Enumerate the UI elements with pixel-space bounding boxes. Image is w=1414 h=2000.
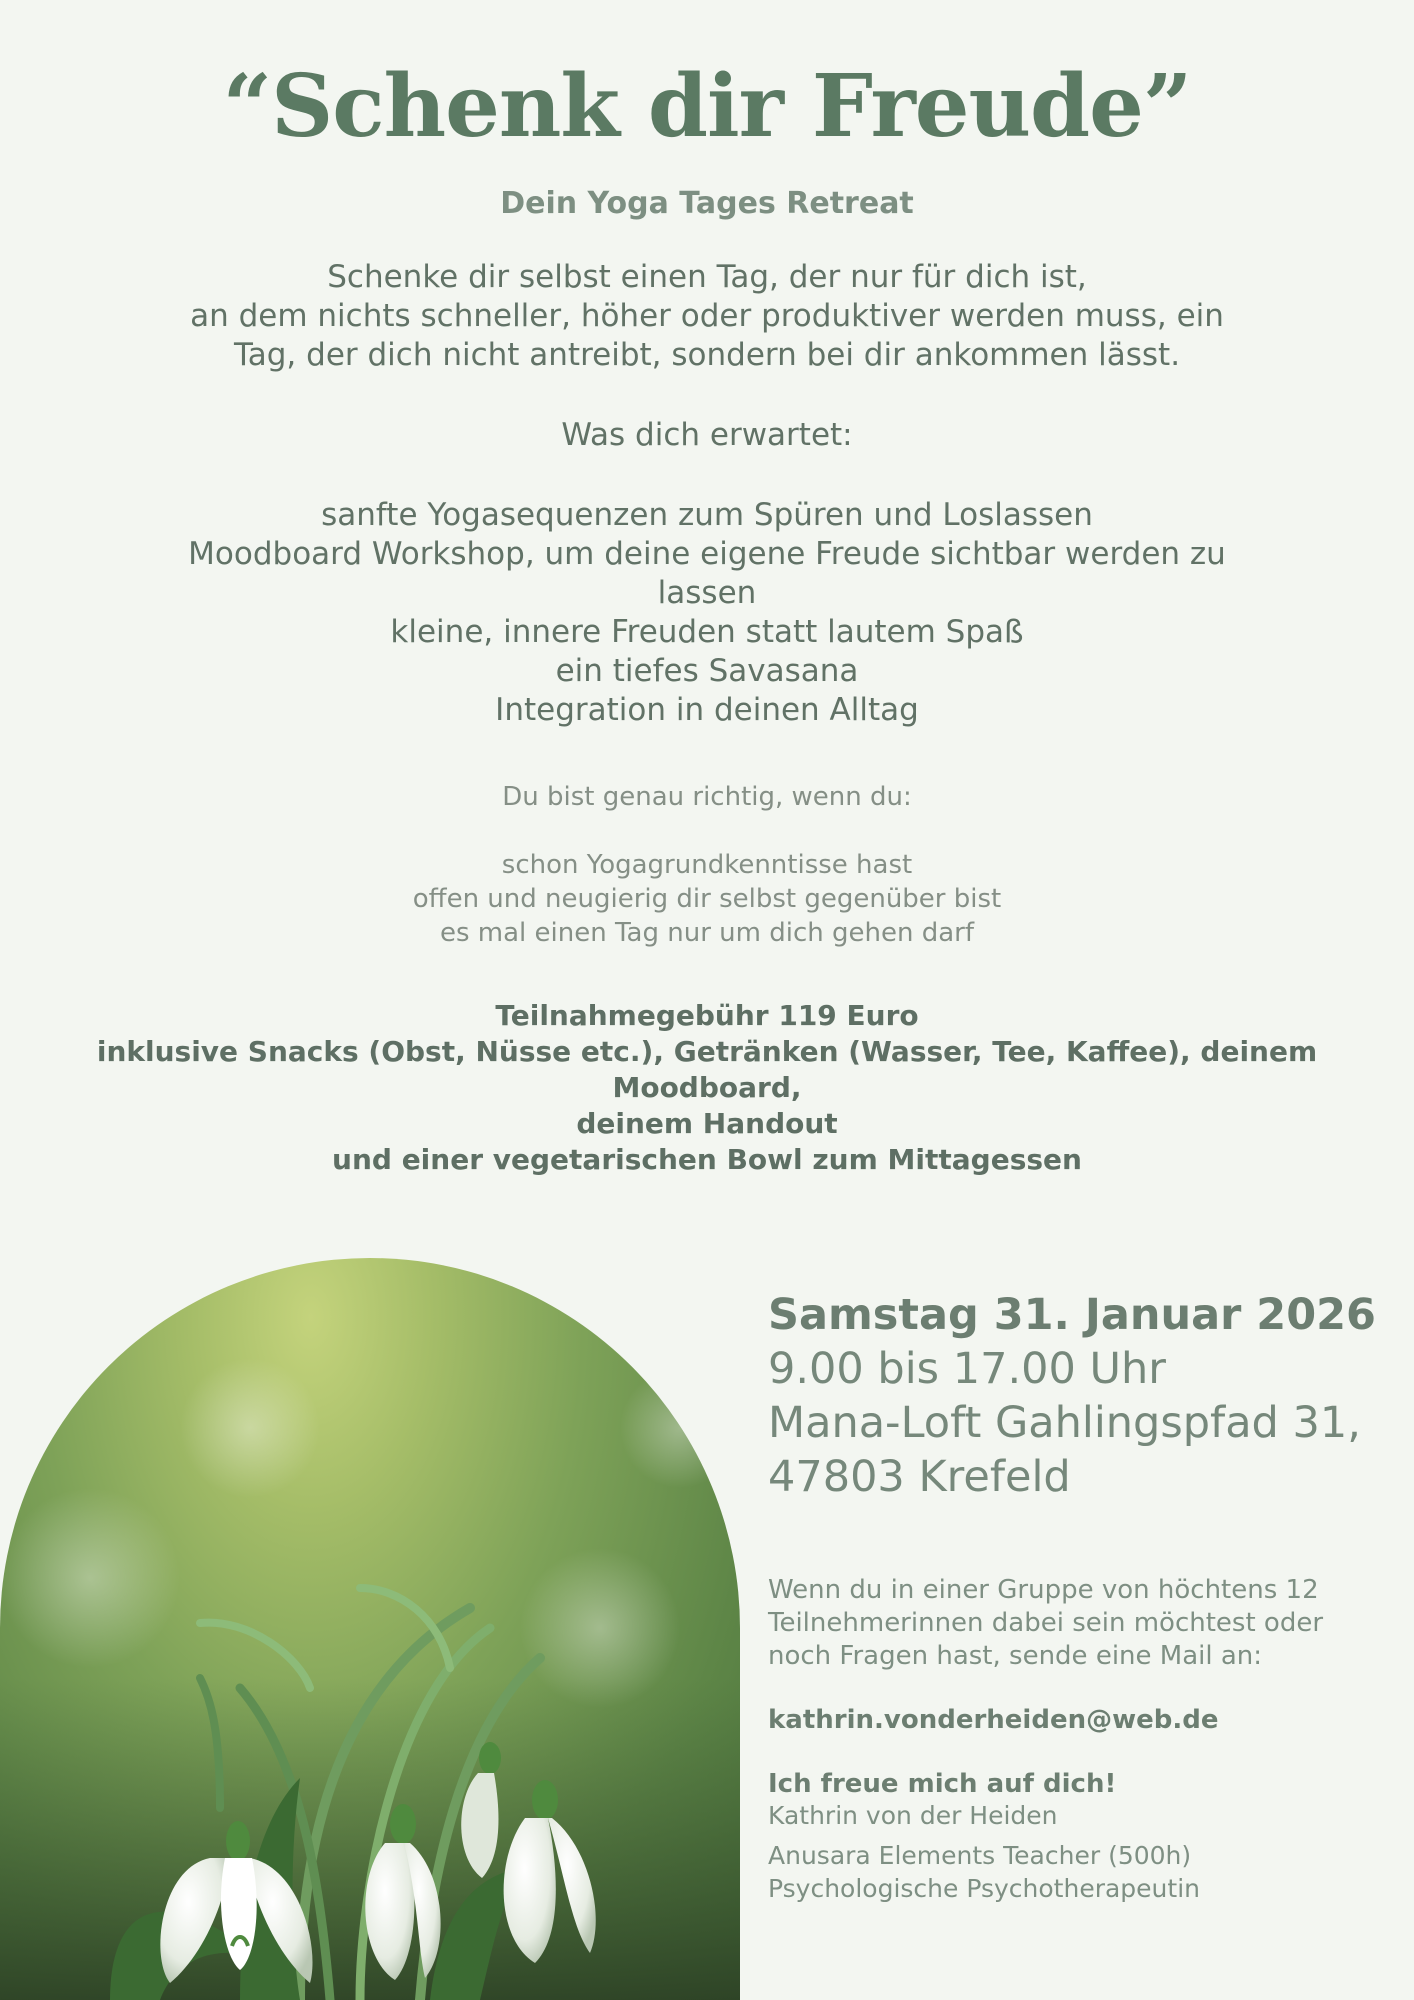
author-role: Anusara Elements Teacher (500h) [768,1841,1192,1870]
greeting: Ich freue mich auf dich! [768,1769,1117,1799]
author-roles [768,1839,1388,1905]
email-link[interactable]: kathrin.vonderheiden@web.de [768,1705,1219,1735]
list-item: lassen [657,575,757,611]
list-item: ein tiefes Savasana [555,653,859,689]
price-info [30,998,1384,1178]
expect-heading: Was dich erwartet: [561,417,853,453]
contact-line: Wenn du in einer Gruppe von höchtens 12 [768,1575,1319,1605]
event-info [768,1288,1388,1905]
price-line: und einer vegetarischen Bowl zum Mittagessen [332,1143,1082,1176]
author-name: Kathrin von der Heiden [768,1801,1058,1830]
event-address-line: 47803 Krefeld [768,1452,1071,1502]
snowdrop-photo [0,1258,740,2000]
list-item: Moodboard Workshop, um deine eigene Freude sichtbar werden zu [188,536,1226,572]
contact-line: Teilnehmerinnen dabei sein möchtest oder [768,1608,1324,1638]
event-address-line: Mana-Loft Gahlingspfad 31, [768,1398,1361,1448]
contact-line: noch Fragen hast, sende eine Mail an: [768,1641,1263,1671]
list-item: Integration in deinen Alltag [495,692,919,728]
snowdrop-flowers-icon [0,1258,740,2000]
intro-line: an dem nichts schneller, höher oder produktiver werden muss, ein [190,298,1224,334]
intro-text [160,258,1254,375]
audience-heading: Du bist genau richtig, wenn du: [502,782,912,812]
event-date: Samstag 31. Januar 2026 [768,1290,1376,1340]
audience-list [160,848,1254,950]
list-item: offen und neugierig dir selbst gegenüber bist [412,884,1002,914]
list-item: kleine, innere Freuden statt lautem Spaß [390,614,1024,650]
list-item: sanfte Yogasequenzen zum Spüren und Loslassen [321,497,1093,533]
intro-line: Schenke dir selbst einen Tag, der nur für dich ist, [327,259,1087,295]
author-role: Psychologische Psychotherapeutin [768,1874,1200,1903]
price-line: deinem Handout [576,1107,838,1140]
price-line: Teilnahmegebühr 119 Euro [495,999,919,1032]
price-line: inklusive Snacks (Obst, Nüsse etc.), Getränken (Wasser, Tee, Kaffee), deinem Moodboard, [96,1035,1318,1104]
list-item: schon Yogagrundkenntisse hast [501,850,913,880]
expect-list [160,496,1254,730]
page-title: “Schenk dir Freude” [222,56,1192,157]
list-item: es mal einen Tag nur um dich gehen darf [439,918,974,948]
event-time: 9.00 bis 17.00 Uhr [768,1344,1166,1394]
contact-text [768,1574,1388,1673]
intro-line: Tag, der dich nicht antreibt, sondern bei dir ankommen lässt. [233,337,1181,373]
subtitle: Dein Yoga Tages Retreat [500,186,914,221]
